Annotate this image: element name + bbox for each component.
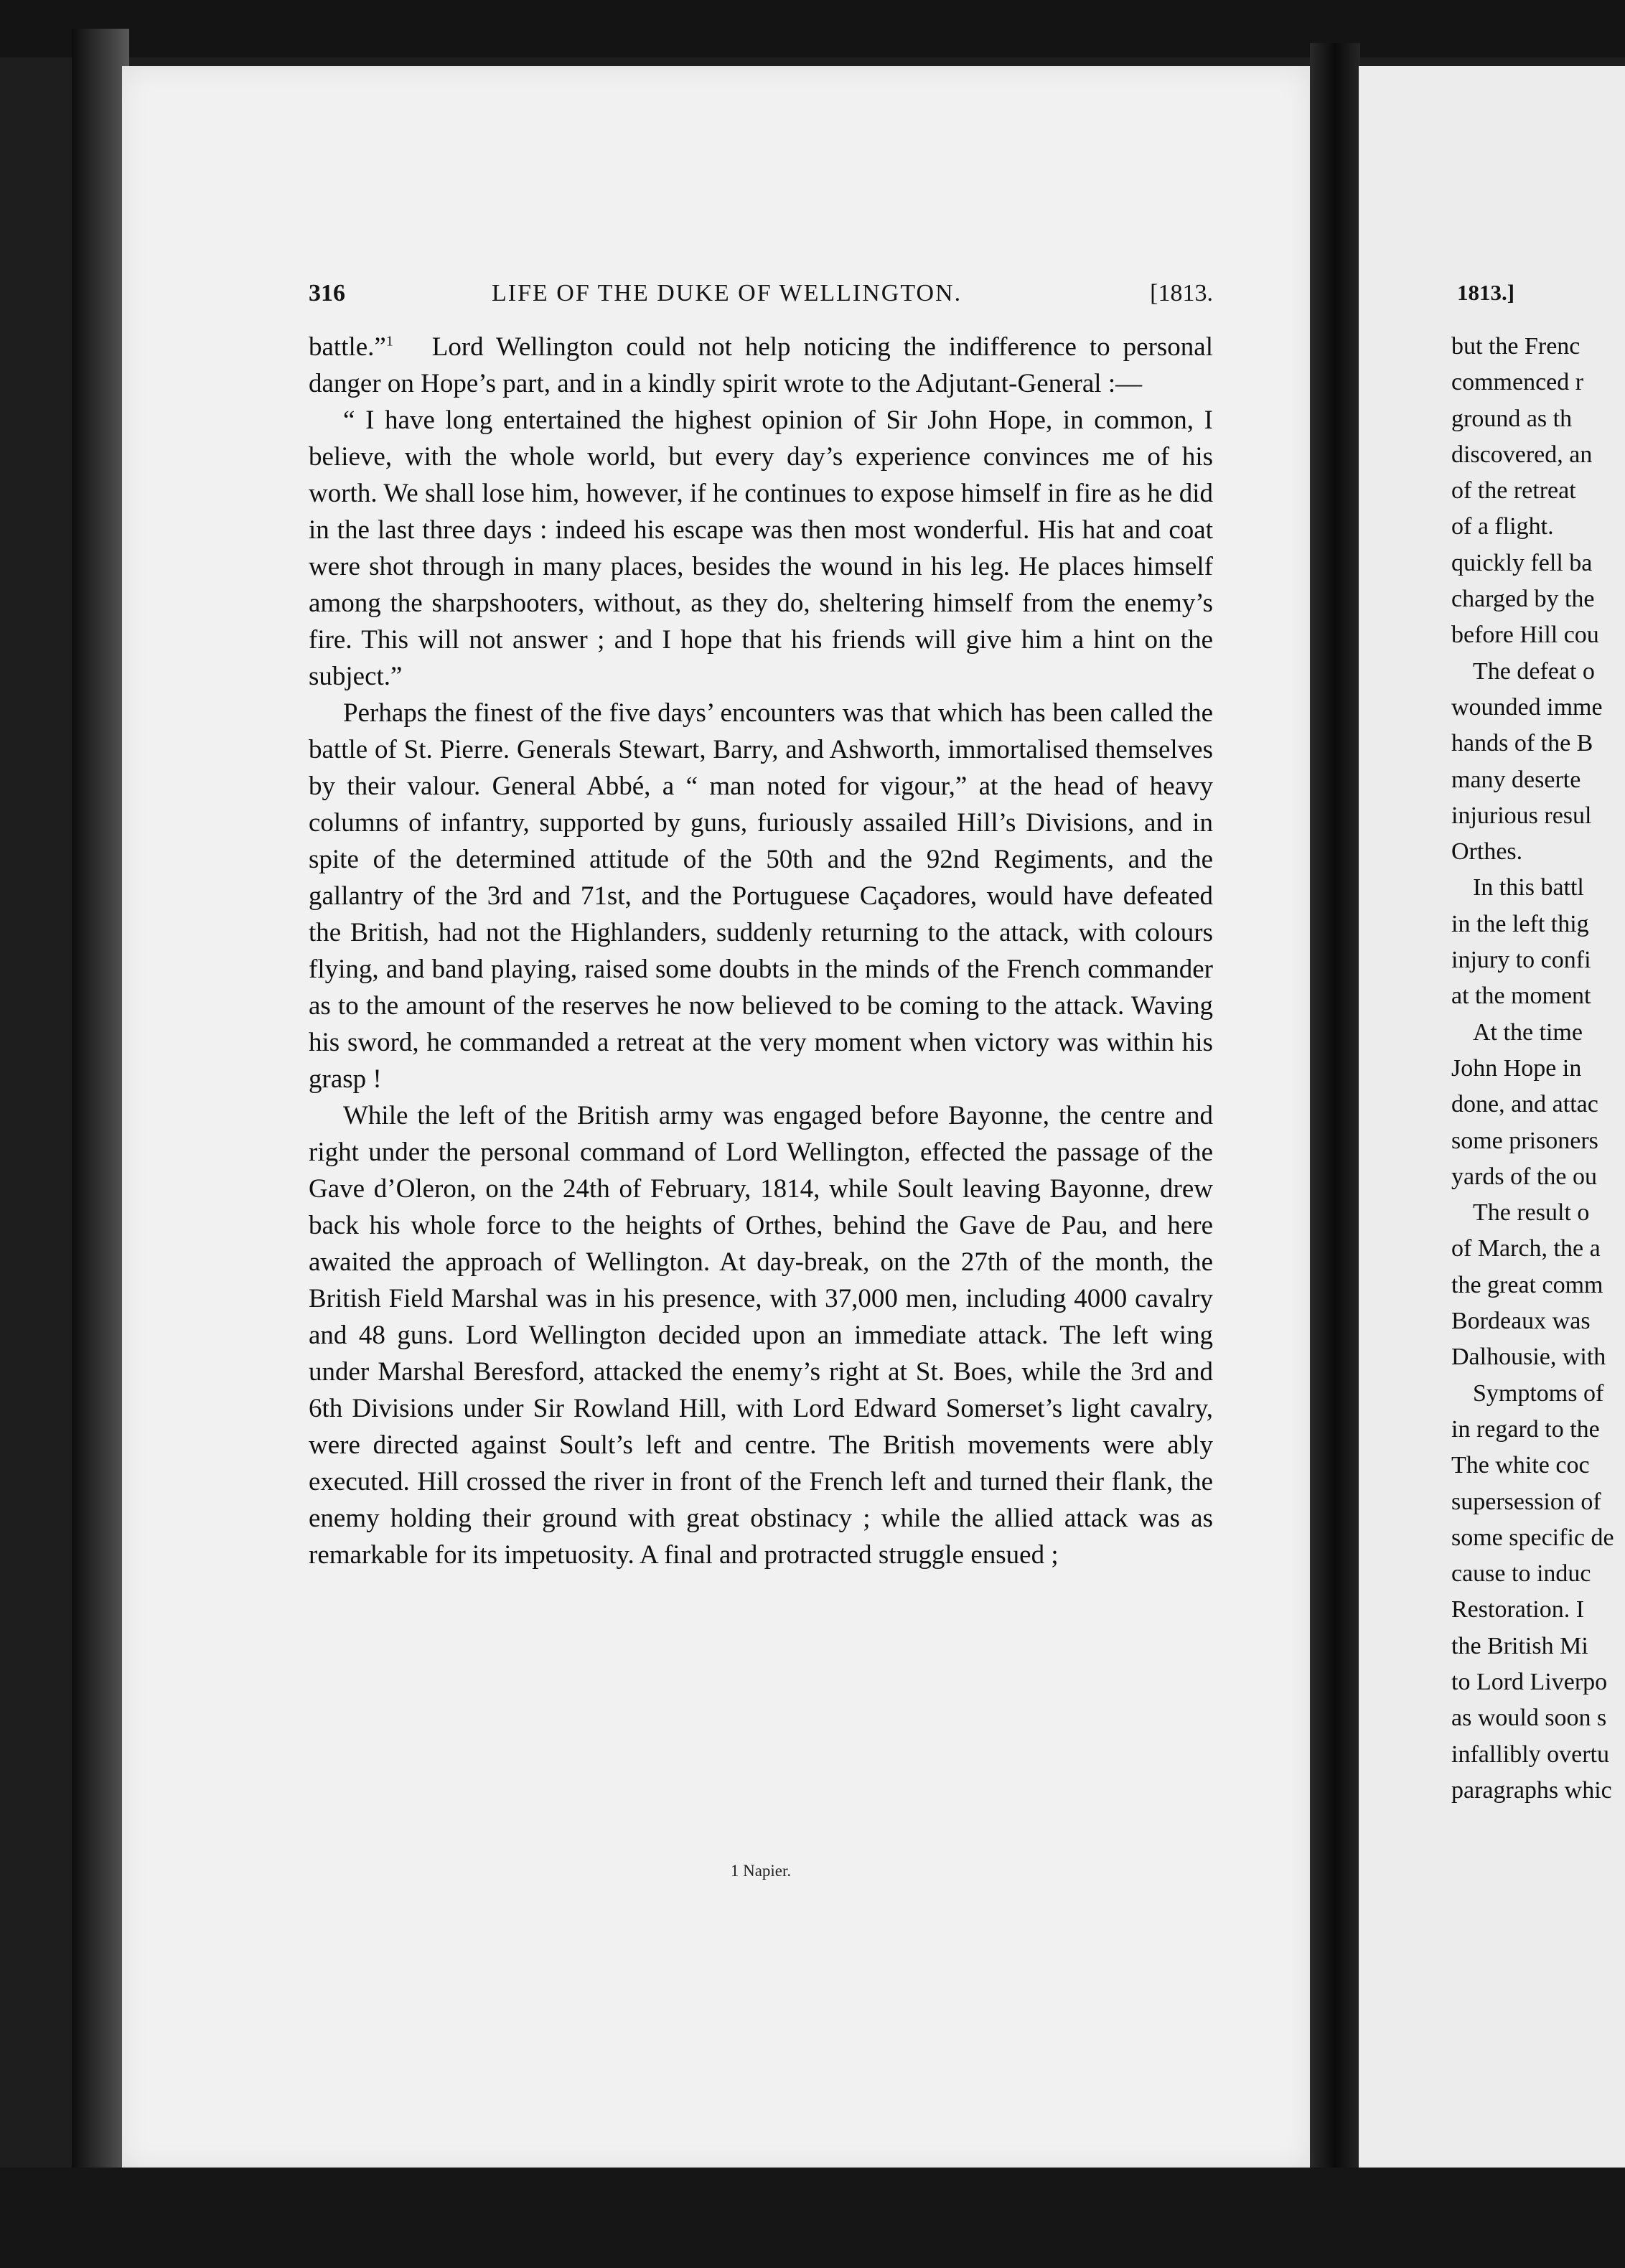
- right-page-line: commenced r: [1451, 369, 1584, 396]
- right-page-line: The white coc: [1451, 1452, 1590, 1479]
- running-year: [1813.: [1150, 280, 1213, 306]
- right-page-line: At the time: [1473, 1018, 1583, 1046]
- paragraph-orthes: While the left of the British army was engaged before Bayonne, the centre and right under the personal command of Lord Wellington, effected the passage of the Gave d’Oleron, on the 24th of February, 1814, while Soult leaving Bayonne, drew back his whole force to the heights of Orthes, behind the Gave de Pau, and here awaited the approach of Wellington. At day-break, on the 27th of the month, the British Field Marshal was in his presence, with 37,000 men, including 4000 cavalry and 48 guns. Lord Wellington decided upon an immediate attack. The left wing under Marshal Beresford, attacked the enemy’s right at St. Boes, while the 3rd and 6th Divisions under Sir Rowland Hill, with Lord Edward Somerset’s light cavalry, were directed against Soult’s left and centre. The British movements were ably executed. Hill crossed the river in front of the French left and turned their flank, the enemy holding their ground with great obstinacy ; while the allied attack was as remarkable for its impetuosity. A final and protracted struggle ensued ;: [309, 1101, 1213, 1570]
- right-page-line: of the retreat: [1451, 477, 1576, 505]
- right-page-line: The defeat o: [1473, 657, 1595, 685]
- right-page-line: In this battl: [1473, 874, 1584, 901]
- right-page-line: cause to induc: [1451, 1560, 1591, 1588]
- footnote: 1 Napier.: [730, 1862, 792, 1880]
- right-page-line: infallibly overtu: [1451, 1740, 1610, 1768]
- book-gutter: [1310, 43, 1360, 2268]
- right-page-line: but the Frenc: [1451, 333, 1580, 360]
- scan-bottom-edge: [0, 2168, 1625, 2268]
- right-page-line: Bordeaux was: [1451, 1308, 1591, 1335]
- right-page-line: wounded imme: [1451, 693, 1603, 721]
- right-page-line: some specific de: [1451, 1524, 1614, 1551]
- right-page-line: Dalhousie, with: [1451, 1344, 1606, 1371]
- right-page-line: yards of the ou: [1451, 1163, 1598, 1190]
- right-page-line: done, and attac: [1451, 1091, 1598, 1118]
- right-page-line: at the moment: [1451, 983, 1591, 1010]
- footnote-reference: 1: [385, 333, 393, 350]
- right-page-line: injurious resul: [1451, 802, 1592, 829]
- right-page-line: many deserte: [1451, 766, 1581, 793]
- right-running-year: 1813.]: [1457, 280, 1515, 305]
- scan-top-edge: [0, 0, 1625, 57]
- right-page-line: injury to confi: [1451, 947, 1591, 974]
- right-page-line: of March, the a: [1451, 1235, 1601, 1262]
- right-page-line: hands of the B: [1451, 730, 1593, 757]
- right-page-line: John Hope in: [1451, 1054, 1582, 1082]
- right-page-text: [1451, 329, 1625, 1809]
- right-page-line: ground as th: [1451, 405, 1573, 432]
- right-page-line: paragraphs whic: [1451, 1776, 1612, 1804]
- right-page-line: supersession of: [1451, 1488, 1601, 1515]
- right-page-line: Orthes.: [1451, 838, 1523, 866]
- right-page-line: as would soon s: [1451, 1705, 1607, 1732]
- right-page-line: before Hill cou: [1451, 622, 1599, 649]
- right-page-line: Restoration. I: [1451, 1596, 1585, 1623]
- paragraph-1-continued: Lord Wellington could not help noticing the indifference to personal danger on Hope’s part, and in a kindly spirit wrote to the Adjutant-General :—: [309, 332, 1213, 398]
- body-text: [309, 329, 1213, 1573]
- running-title: LIFE OF THE DUKE OF WELLINGTON.: [492, 280, 963, 306]
- right-page-line: quickly fell ba: [1451, 549, 1593, 576]
- right-page-line: in the left thig: [1451, 910, 1589, 937]
- paragraph-1-text: battle.”: [309, 332, 386, 362]
- right-page-line: discovered, an: [1451, 441, 1593, 468]
- right-page-line: charged by the: [1451, 586, 1595, 613]
- page-number: 316: [309, 280, 345, 306]
- paragraph-1: [309, 329, 1213, 402]
- right-page-line: the great comm: [1451, 1271, 1603, 1298]
- quoted-letter: “ I have long entertained the highest opinion of Sir John Hope, in common, I believe, with the whole world, but every day’s experience convinces me of his worth. We shall lose him, however, if he continues to expose himself in fire as he did in the last three days : indeed his escape was then most wonderful. His hat and coat were shot through in many places, besides the wound in his leg. He places himself among the sharpshooters, without, as they do, sheltering himself from the enemy’s fire. This will not answer ; and I hope that his friends will give him a hint on the subject.”: [309, 406, 1213, 691]
- right-page-line: the British Mi: [1451, 1632, 1588, 1659]
- right-page-line: Symptoms of: [1473, 1379, 1604, 1407]
- right-page-line: some prisoners: [1451, 1127, 1598, 1154]
- right-page-line: The result o: [1473, 1199, 1590, 1227]
- right-page-line: to Lord Liverpo: [1451, 1668, 1608, 1695]
- paragraph-st-pierre: Perhaps the finest of the five days’ encounters was that which has been called the battle of St. Pierre. Generals Stewart, Barry, and Ashworth, immortalised themselves by their valour. General Abbé, a “ man noted for vigour,” at the head of heavy columns of infantry, supported by guns, furiously assailed Hill’s Divisions, and in spite of the determined attitude of the 50th and the 92nd Regiments, and the gallantry of the 3rd and 71st, and the Portuguese Caçadores, would have defeated the British, had not the Highlanders, suddenly returning to the attack, with colours flying, and band playing, raised some doubts in the minds of the French commander as to the amount of the reserves he now believed to be coming to the attack. Waving his sword, he commanded a retreat at the very moment when victory was within his grasp !: [309, 698, 1213, 1094]
- book-edge-left: [72, 29, 129, 2268]
- right-page-line: in regard to the: [1451, 1415, 1600, 1443]
- right-page-clip: [1359, 66, 1625, 2176]
- right-page-line: of a flight.: [1451, 513, 1554, 540]
